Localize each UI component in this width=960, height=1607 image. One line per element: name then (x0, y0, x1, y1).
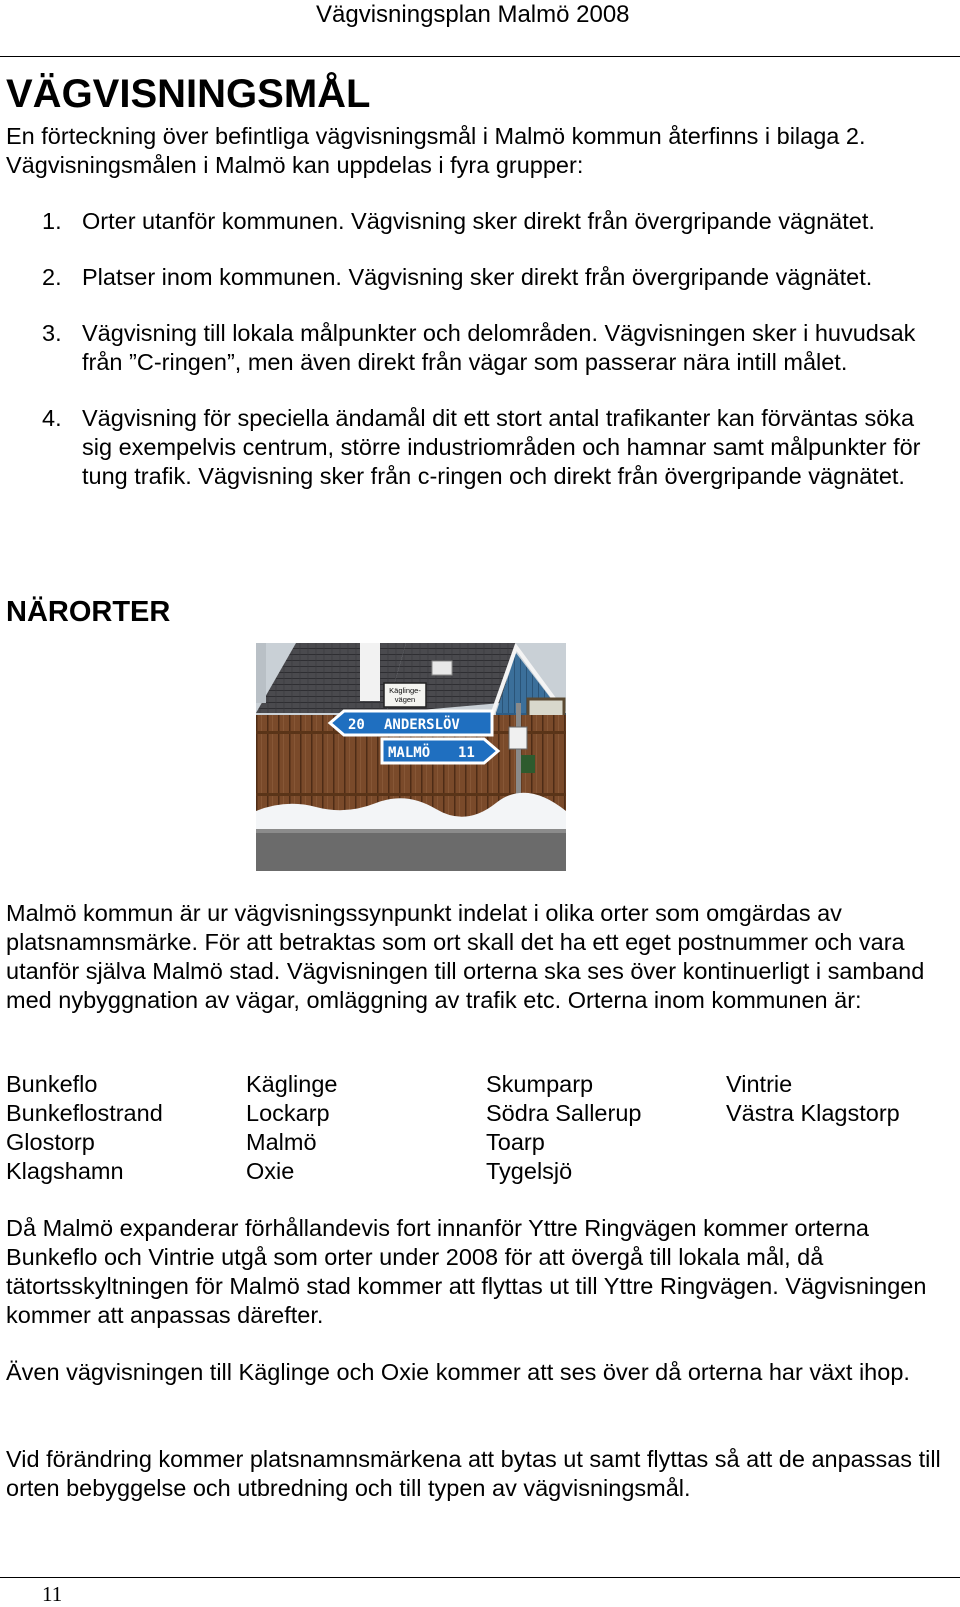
place-name: Tygelsjö (486, 1158, 573, 1184)
roof-window (432, 661, 452, 675)
road-sign-photo (256, 643, 566, 871)
place-name: Västra Klagstorp (726, 1100, 900, 1126)
list-item-text: Vägvisning för speciella ändamål dit ett stort antal trafikanter kan förväntas söka sig exempelvis centrum, större industriområden och hamnar samt målpunkter för tung trafik. Vägvisning sker från c-ringen och direkt från övergripande vägnätet. (82, 405, 921, 489)
place-name: Malmö (246, 1129, 317, 1155)
place-name: Toarp (486, 1129, 545, 1155)
place-name: Käglinge (246, 1071, 338, 1097)
place-name: Lockarp (246, 1100, 330, 1126)
section-heading-narorter: NÄRORTER (6, 596, 171, 628)
place-name: Glostorp (6, 1129, 95, 1155)
header-rule (0, 56, 960, 57)
list-item-number: 2. (42, 264, 62, 290)
chimney (360, 643, 380, 701)
sign-anderslov-number: 20 (348, 717, 365, 733)
places-table (6, 1070, 946, 1186)
page-heading: VÄGVISNINGSMÅL (6, 72, 371, 116)
paragraph-orter: Malmö kommun är ur vägvisningssynpunkt indelat i olika orter som omgärdas av platsnamnsmärke. För att betraktas som ort skall det ha ett eget postnummer och vara utanför själva Malmö stad. Vägvisningen till orterna ska ses över kontinuerligt i samband med nybyggnation av vägar, omläggning av trafik etc. Orterna inom kommunen är: (6, 900, 925, 1013)
street-sign-line2: vägen (394, 695, 416, 704)
page-number: 11 (42, 1582, 63, 1606)
place-name (726, 1157, 946, 1186)
list-item-number: 1. (42, 208, 62, 234)
list-item (0, 404, 942, 491)
page-header-title: Vägvisningsplan Malmö 2008 (316, 1, 630, 28)
place-name (726, 1128, 946, 1157)
list-item-text: Vägvisning till lokala målpunkter och delområden. Vägvisningen sker i huvudsak från ”C-ringen”, men även direkt från vägar som passerar nära intill målet. (82, 320, 916, 375)
list-item (0, 263, 942, 292)
sign-malmo-place: MALMÖ (388, 745, 431, 761)
sign-anderslov-place: ANDERSLÖV (384, 717, 460, 733)
goal-group-list (0, 207, 960, 491)
place-name: Bunkeflo (6, 1071, 98, 1097)
sign-malmo-number: 11 (458, 745, 475, 761)
place-name: Södra Sallerup (486, 1100, 642, 1126)
paragraph-kaglinge-oxie: Även vägvisningen till Käglinge och Oxie kommer att ses över då orterna har växt ihop. (6, 1359, 910, 1385)
road-sign-photo-illustration (256, 643, 566, 871)
paragraph-expansion: Då Malmö expanderar förhållandevis fort innanför Yttre Ringvägen kommer orterna Bunkeflo och Vintrie utgå som orter under 2008 för att övergå till lokala mål, då tätortsskyltningen för Malmö stad kommer att flyttas ut till Yttre Ringvägen. Vägvisningen kommer att anpassas därefter. (6, 1215, 927, 1328)
list-item (0, 319, 942, 377)
list-item (0, 207, 942, 236)
place-name: Vintrie (726, 1071, 793, 1097)
list-item-number: 3. (42, 320, 62, 346)
place-name: Bunkeflostrand (6, 1100, 163, 1126)
place-name: Oxie (246, 1158, 295, 1184)
place-name: Skumparp (486, 1071, 594, 1097)
footer-rule (0, 1577, 960, 1578)
list-item-text: Platser inom kommunen. Vägvisning sker direkt från övergripande vägnätet. (82, 264, 873, 290)
intro-paragraph: En förteckning över befintliga vägvisningsmål i Malmö kommun återfinns i bilaga 2. Vägvisningsmålen i Malmö kan uppdelas i fyra grupper: (6, 123, 866, 178)
road (256, 829, 566, 871)
street-sign-line1: Käglinge- (389, 686, 421, 695)
list-item-text: Orter utanför kommunen. Vägvisning sker direkt från övergripande vägnätet. (82, 208, 875, 234)
paragraph-platsnamnsmarken: Vid förändring kommer platsnamnsmärkena att bytas ut samt flyttas så att de anpassas till orten bebyggelse och utbredning och till typen av vägvisningsmål. (6, 1446, 941, 1501)
place-name: Klagshamn (6, 1158, 124, 1184)
list-item-number: 4. (42, 405, 62, 431)
